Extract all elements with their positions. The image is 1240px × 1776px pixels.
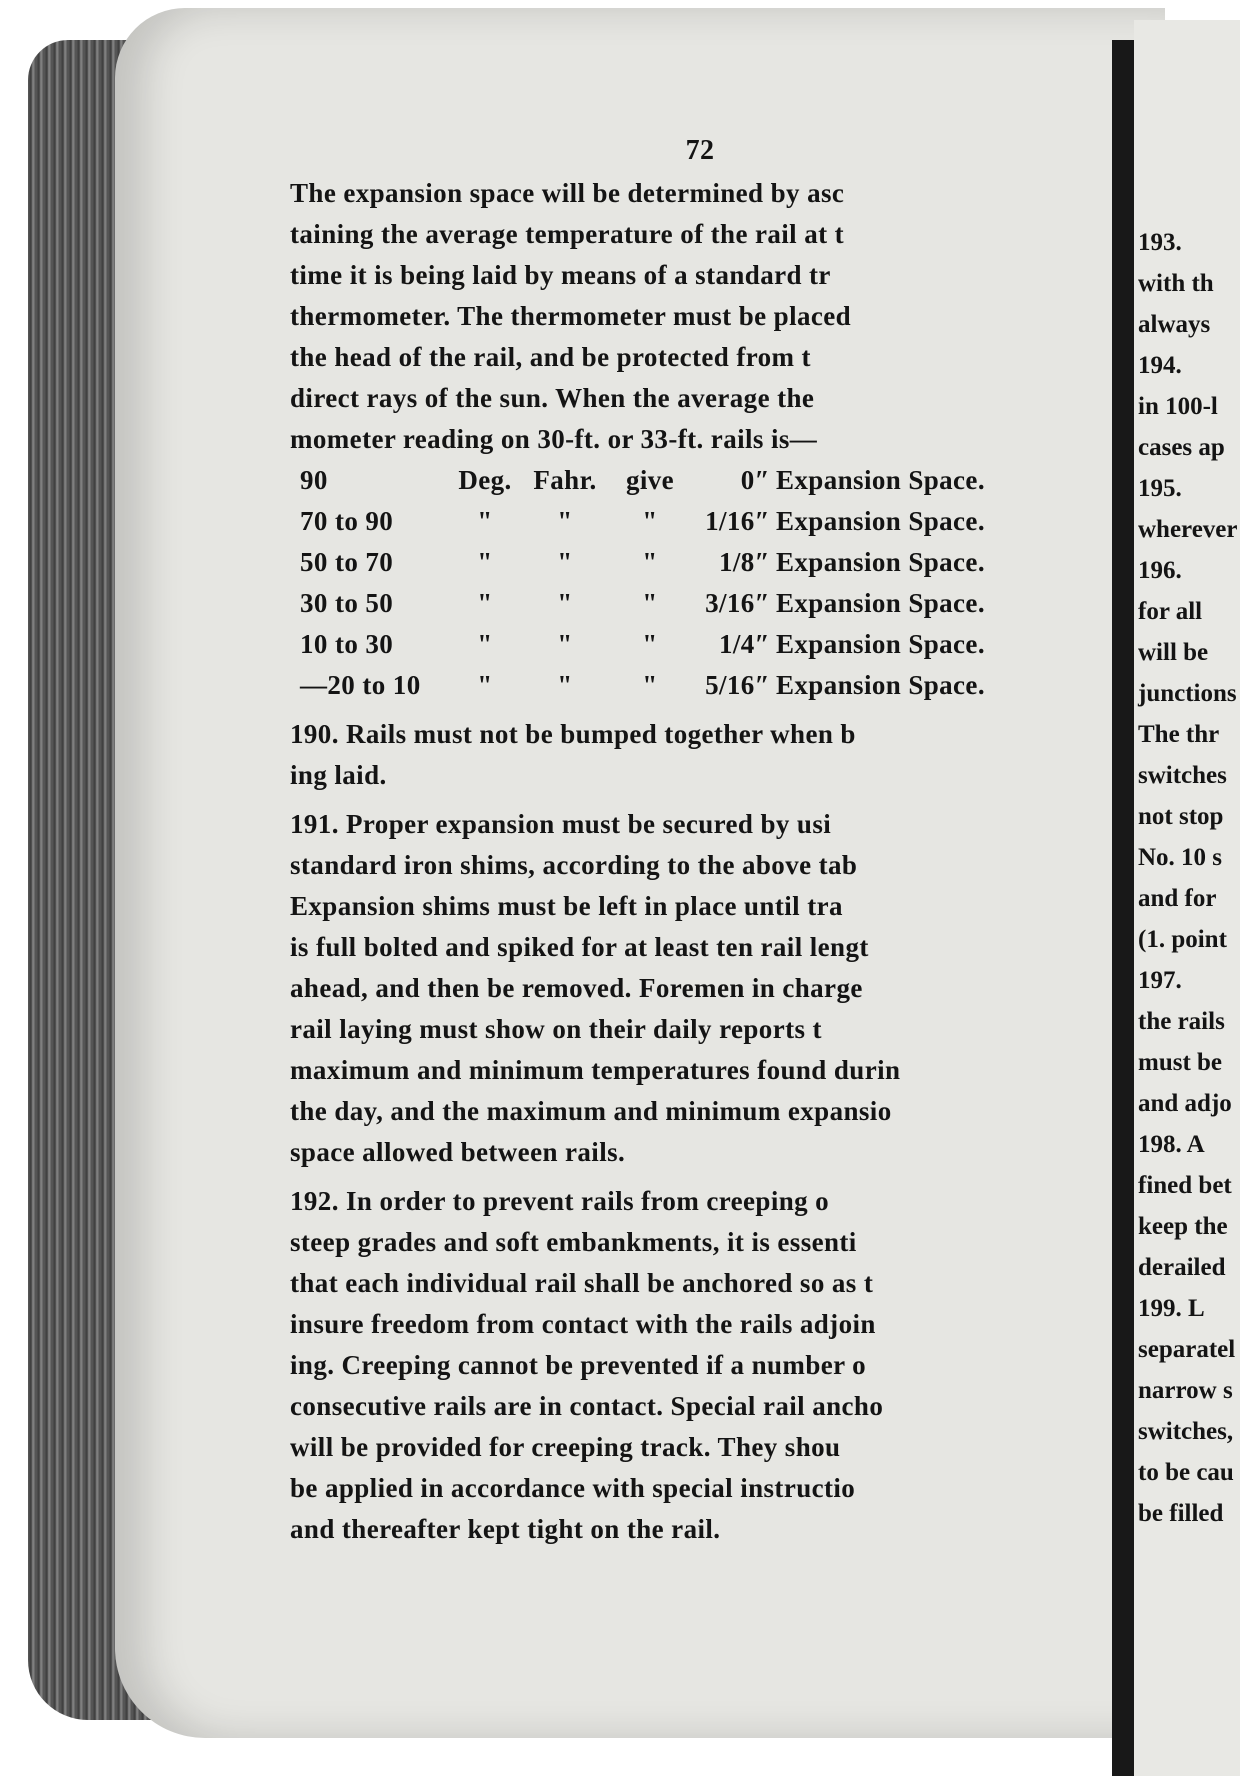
right-page-line: and for xyxy=(1138,885,1217,912)
intro-line: direct rays of the sun. When the average the xyxy=(290,383,815,413)
deg-cell: " xyxy=(477,506,493,536)
give-cell: " xyxy=(642,547,658,577)
expansion-table-row xyxy=(300,665,1110,706)
fahr-cell: " xyxy=(557,629,573,659)
right-page-line: fined bet xyxy=(1138,1172,1232,1199)
expansion-table-row xyxy=(300,501,1110,542)
intro-line: taining the average temperature of the rail at t xyxy=(290,219,845,249)
rule-section xyxy=(290,714,1110,796)
intro-line: time it is being laid by means of a standard tr xyxy=(290,260,831,290)
right-page-line: will be xyxy=(1138,639,1209,666)
temperature-range: 50 to 70 xyxy=(300,547,394,577)
section-line: 192. In order to prevent rails from creeping o xyxy=(290,1186,830,1216)
expansion-space-value: 0″ xyxy=(740,465,770,495)
expansion-table-row xyxy=(300,542,1110,583)
right-page-line: narrow s xyxy=(1138,1377,1233,1404)
expansion-space-value: 1/4″ xyxy=(718,629,770,659)
intro-paragraph xyxy=(290,173,1110,460)
expansion-space-label: Expansion Space. xyxy=(776,588,985,618)
expansion-space-label: Expansion Space. xyxy=(776,506,985,536)
section-line: and thereafter kept tight on the rail. xyxy=(290,1514,721,1544)
right-page-line: derailed xyxy=(1138,1254,1226,1281)
right-page-line: switches xyxy=(1138,762,1227,789)
expansion-table xyxy=(300,460,1110,706)
right-page-line: 194. xyxy=(1138,352,1182,379)
temperature-range: 10 to 30 xyxy=(300,629,394,659)
fahr-cell: Fahr. xyxy=(533,465,597,495)
right-page-line: to be cau xyxy=(1138,1459,1234,1486)
right-page-line: (1. point xyxy=(1138,926,1227,953)
give-cell: " xyxy=(642,588,658,618)
expansion-space-value: 3/16″ xyxy=(705,588,770,618)
deg-cell: " xyxy=(477,629,493,659)
right-page-text xyxy=(1138,140,1238,1534)
intro-line: the head of the rail, and be protected from t xyxy=(290,342,811,372)
section-line: steep grades and soft embankments, it is essenti xyxy=(290,1227,857,1257)
right-page-line: 199. L xyxy=(1138,1295,1205,1322)
right-page-line: separatel xyxy=(1138,1336,1236,1363)
right-page-line: be filled xyxy=(1138,1500,1224,1527)
section-line: that each individual rail shall be anchored so as t xyxy=(290,1268,874,1298)
expansion-space-value: 5/16″ xyxy=(705,670,770,700)
page-text-column xyxy=(290,130,1110,1550)
section-line: will be provided for creeping track. They shou xyxy=(290,1432,841,1462)
fahr-cell: " xyxy=(557,506,573,536)
give-cell: " xyxy=(642,506,658,536)
right-page-line: switches, xyxy=(1138,1418,1234,1445)
fahr-cell: " xyxy=(557,670,573,700)
right-page-line: 198. A xyxy=(1138,1131,1205,1158)
section-line: ing laid. xyxy=(290,760,387,790)
intro-line: mometer reading on 30-ft. or 33-ft. rails is— xyxy=(290,424,818,454)
right-page-line: not stop xyxy=(1138,803,1224,830)
section-line: insure freedom from contact with the rails adjoin xyxy=(290,1309,876,1339)
right-page-line: No. 10 s xyxy=(1138,844,1223,871)
right-page-line: 197. xyxy=(1138,967,1182,994)
expansion-table-row xyxy=(300,583,1110,624)
deg-cell: " xyxy=(477,588,493,618)
intro-line: thermometer. The thermometer must be placed xyxy=(290,301,852,331)
right-page xyxy=(1134,20,1240,1776)
intro-line: The expansion space will be determined by asc xyxy=(290,178,845,208)
expansion-space-value: 1/16″ xyxy=(705,506,770,536)
section-line: standard iron shims, according to the above tab xyxy=(290,850,858,880)
right-page-line: junctions xyxy=(1138,680,1237,707)
right-page-line xyxy=(1138,140,1238,181)
temperature-range: 30 to 50 xyxy=(300,588,394,618)
right-page-line: wherever xyxy=(1138,516,1238,543)
fahr-cell: " xyxy=(557,588,573,618)
deg-cell: " xyxy=(477,670,493,700)
deg-cell: " xyxy=(477,547,493,577)
fahr-cell: " xyxy=(557,547,573,577)
page-number: 72 xyxy=(685,135,715,166)
give-cell: give xyxy=(625,465,675,495)
rule-section xyxy=(290,1181,1110,1550)
right-page-line: The thr xyxy=(1138,721,1220,748)
section-line: consecutive rails are in contact. Special rail ancho xyxy=(290,1391,884,1421)
rule-sections xyxy=(290,714,1110,1550)
expansion-table-row xyxy=(300,460,1110,501)
section-line: space allowed between rails. xyxy=(290,1137,626,1167)
temperature-range: 70 to 90 xyxy=(300,506,394,536)
right-page-line xyxy=(1138,181,1238,222)
book-gutter xyxy=(1112,40,1134,1776)
right-page-line: 196. xyxy=(1138,557,1182,584)
expansion-space-label: Expansion Space. xyxy=(776,465,985,495)
section-line: is full bolted and spiked for at least ten rail lengt xyxy=(290,932,869,962)
section-line: the day, and the maximum and minimum expansio xyxy=(290,1096,892,1126)
right-page-line: 193. xyxy=(1138,229,1182,256)
expansion-space-label: Expansion Space. xyxy=(776,629,985,659)
section-line: rail laying must show on their daily reports t xyxy=(290,1014,822,1044)
right-page-line: the rails xyxy=(1138,1008,1225,1035)
right-page-line: always xyxy=(1138,311,1211,338)
give-cell: " xyxy=(642,629,658,659)
section-line: be applied in accordance with special instructio xyxy=(290,1473,856,1503)
right-page-line: for all xyxy=(1138,598,1203,625)
rule-section xyxy=(290,804,1110,1173)
section-line: Expansion shims must be left in place until tra xyxy=(290,891,843,921)
right-page-line: and adjo xyxy=(1138,1090,1232,1117)
section-line: 190. Rails must not be bumped together when b xyxy=(290,719,856,749)
expansion-space-value: 1/8″ xyxy=(718,547,770,577)
right-page-line: keep the xyxy=(1138,1213,1228,1240)
right-page-line: cases ap xyxy=(1138,434,1225,461)
section-line: ahead, and then be removed. Foremen in charge xyxy=(290,973,863,1003)
section-line: maximum and minimum temperatures found durin xyxy=(290,1055,901,1085)
temperature-range: —20 to 10 xyxy=(300,670,421,700)
expansion-space-label: Expansion Space. xyxy=(776,547,985,577)
give-cell: " xyxy=(642,670,658,700)
right-page-line: 195. xyxy=(1138,475,1182,502)
section-line: ing. Creeping cannot be prevented if a number o xyxy=(290,1350,867,1380)
temperature-range: 90 xyxy=(300,465,328,495)
right-page-line: with th xyxy=(1138,270,1214,297)
expansion-table-row xyxy=(300,624,1110,665)
expansion-space-label: Expansion Space. xyxy=(776,670,985,700)
deg-cell: Deg. xyxy=(458,465,512,495)
section-line: 191. Proper expansion must be secured by usi xyxy=(290,809,832,839)
right-page-line: must be xyxy=(1138,1049,1223,1076)
right-page-line: in 100-l xyxy=(1138,393,1218,420)
